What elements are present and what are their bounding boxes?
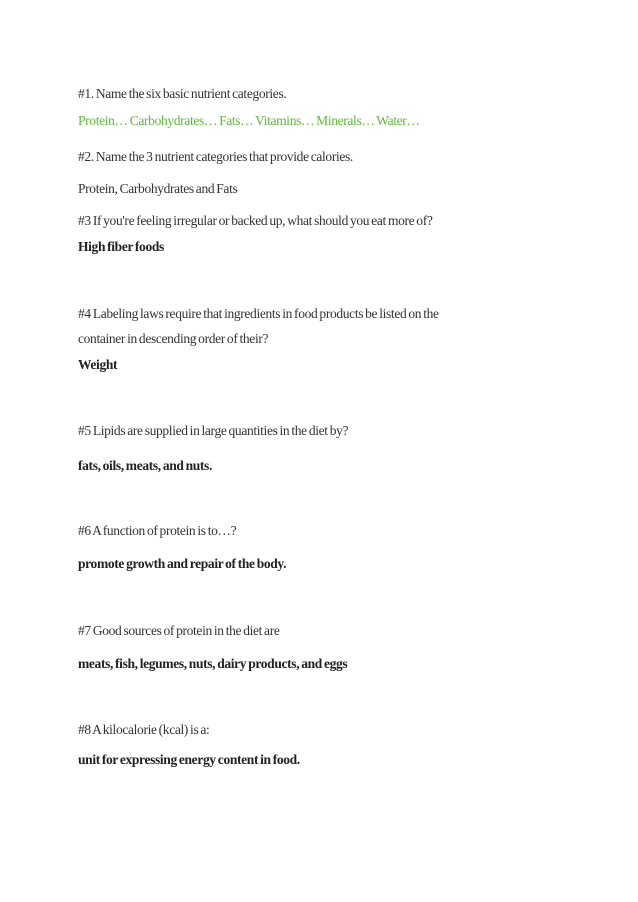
question-1: #1. Name the six basic nutrient categories. — [78, 86, 287, 101]
question-2: #2. Name the 3 nutrient categories that provide calories. — [78, 149, 353, 164]
question-5: #5 Lipids are supplied in large quantities in the diet by? — [78, 423, 349, 438]
question-8: #8 A kilocalorie (kcal) is a: — [78, 722, 210, 737]
answer-6: promote growth and repair of the body. — [78, 556, 287, 571]
answer-4: Weight — [78, 357, 118, 372]
question-4-line-1: #4 Labeling laws require that ingredients in food products be listed on the — [78, 306, 439, 321]
question-6: #6 A function of protein is to…? — [78, 523, 237, 538]
answer-5: fats, oils, meats, and nuts. — [78, 458, 212, 473]
question-3: #3 If you're feeling irregular or backed up, what should you eat more of? — [78, 213, 433, 228]
question-7: #7 Good sources of protein in the diet are — [78, 623, 280, 638]
question-4-line-2: container in descending order of their? — [78, 331, 269, 346]
answer-3: High fiber foods — [78, 239, 164, 254]
answer-7: meats, fish, legumes, nuts, dairy products, and eggs — [78, 656, 348, 671]
answer-1: Protein… Carbohydrates… Fats… Vitamins… Minerals… Water… — [78, 113, 420, 128]
answer-8: unit for expressing energy content in food. — [78, 752, 300, 767]
answer-2: Protein, Carbohydrates and Fats — [78, 181, 238, 196]
